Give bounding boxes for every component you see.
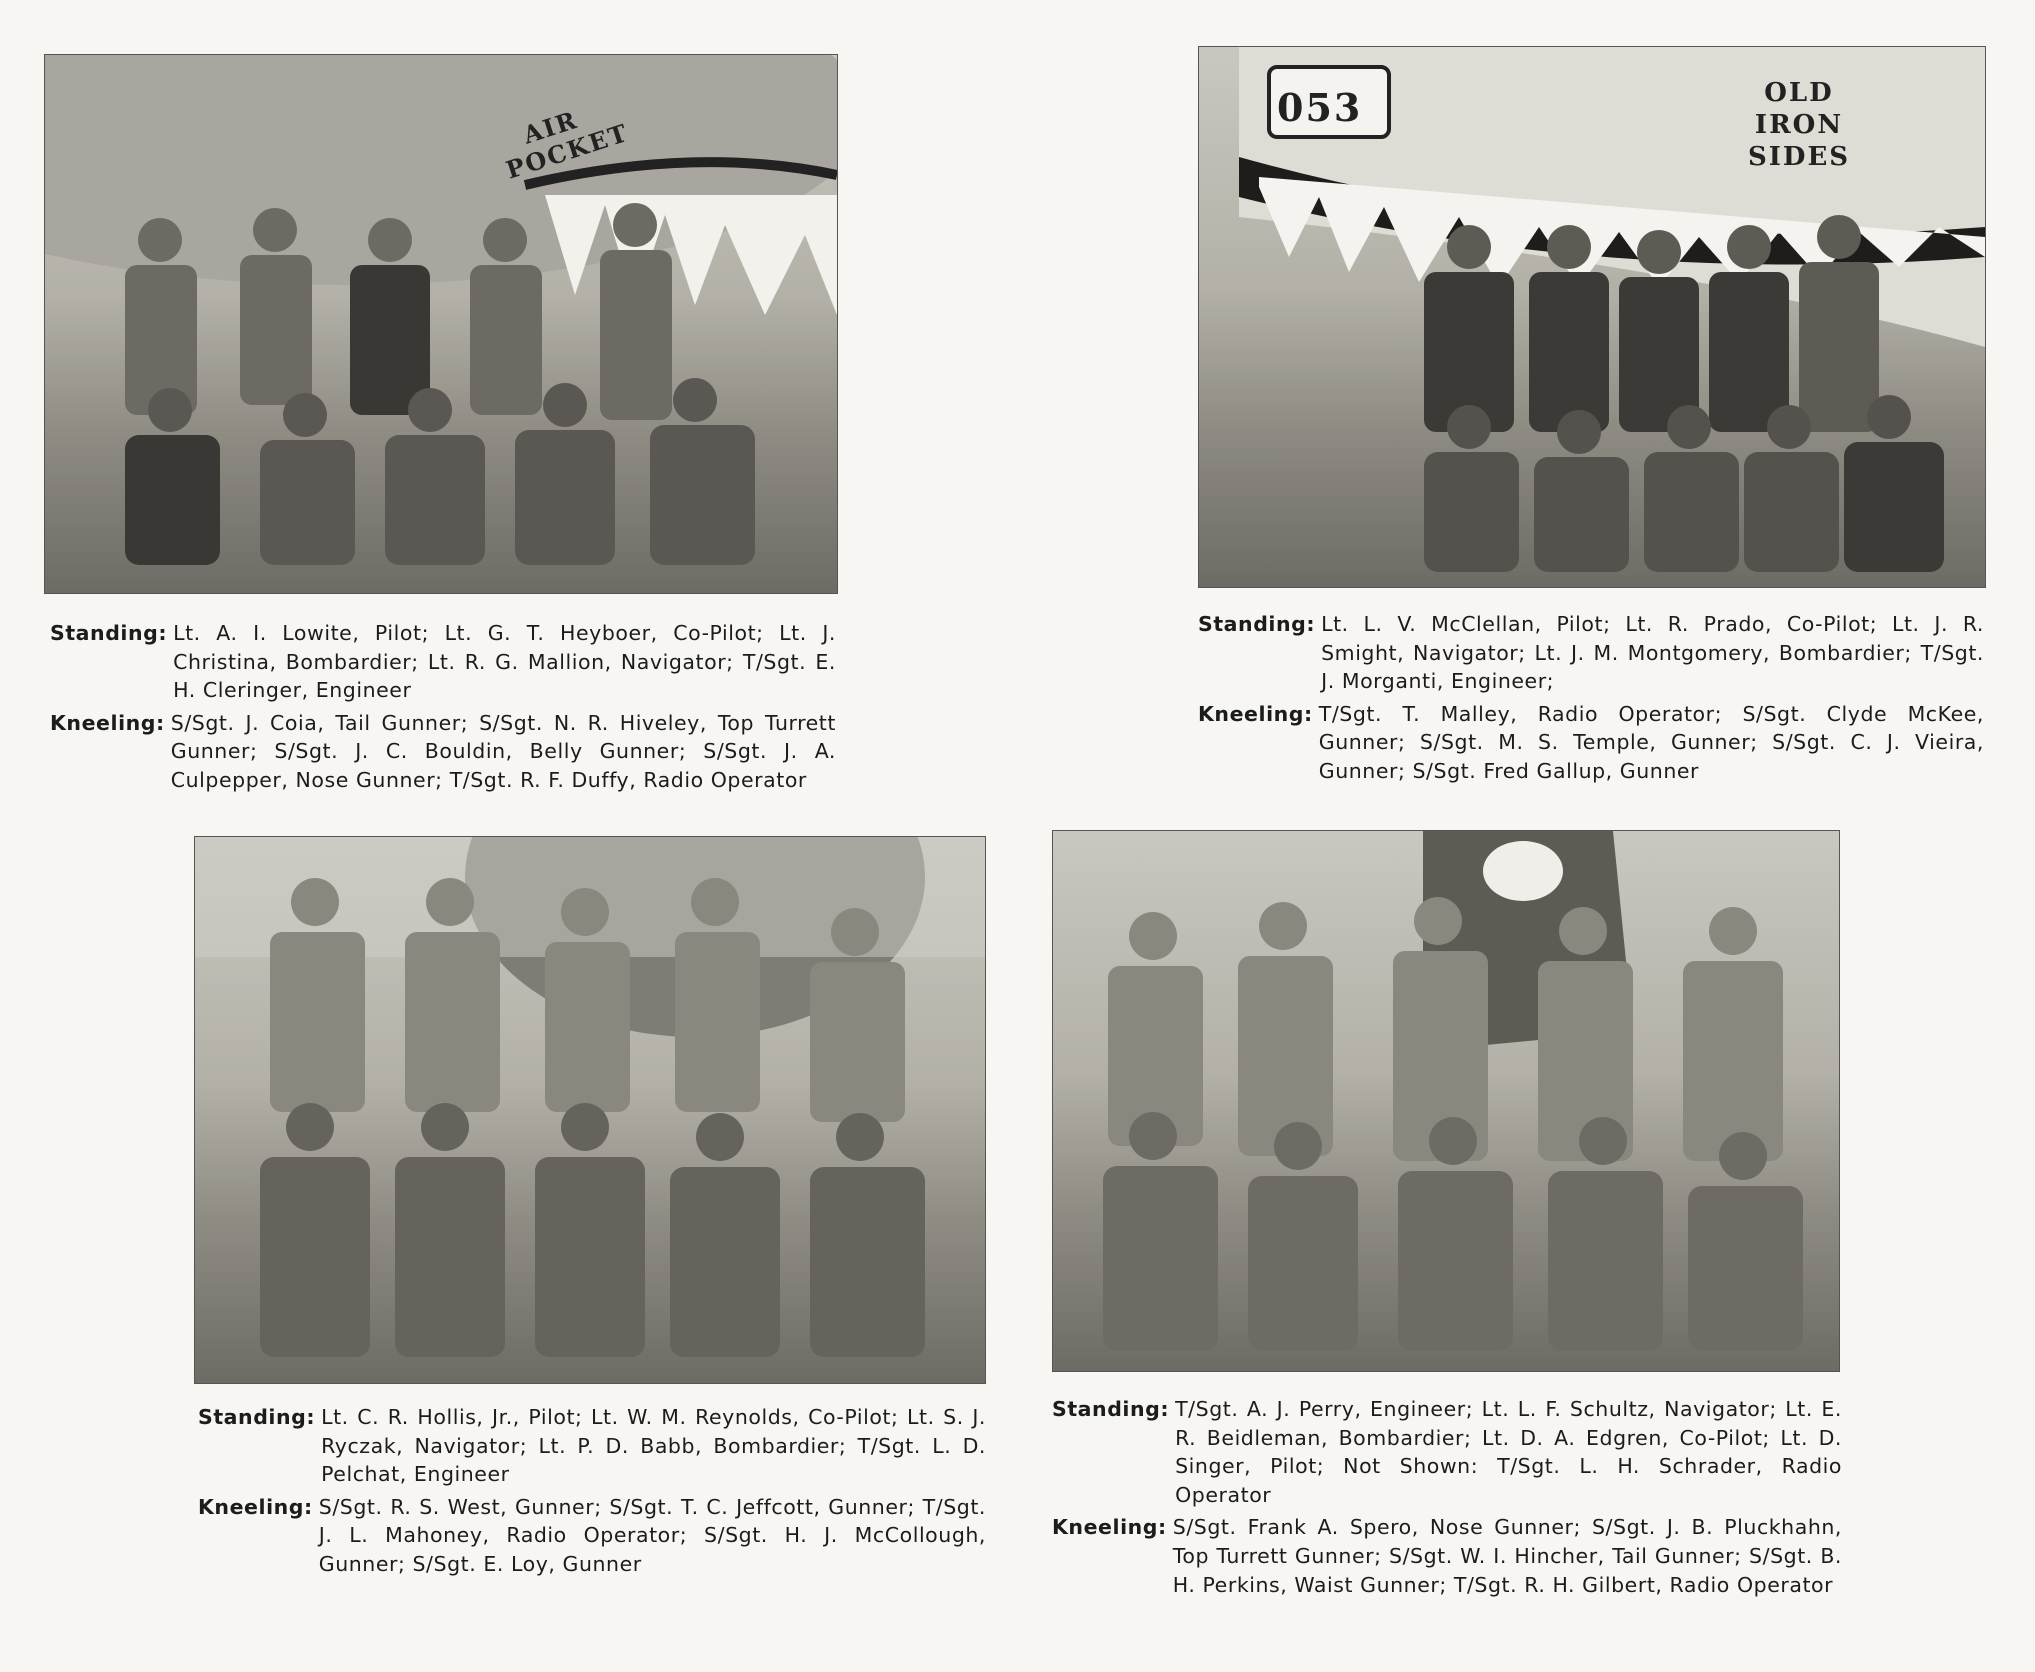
caption-kneeling-row xyxy=(1198,700,1984,786)
kneeling-label: Kneeling: xyxy=(1052,1515,1167,1540)
kneeling-names: S/Sgt. R. S. West, Gunner; S/Sgt. T. C. Jeffcott, Gunner; T/Sgt. J. L. Mahoney, Radio Operator; S/Sgt. H. J. McCollough, Gunner; S/Sgt. E. Loy, Gunner xyxy=(318,1494,986,1576)
standing-names: Lt. C. R. Hollis, Jr., Pilot; Lt. W. M. Reynolds, Co-Pilot; Lt. S. J. Ryczak, Navigator; Lt. P. D. Babb, Bombardier; T/Sgt. L. D. Pelchat, Engineer xyxy=(321,1405,986,1487)
caption-kneeling-row xyxy=(1052,1513,1842,1599)
tail-number: 053 xyxy=(1277,85,1363,130)
caption-singer xyxy=(1052,1395,1842,1603)
caption-standing-row xyxy=(50,619,836,705)
caption-standing-row xyxy=(1052,1395,1842,1509)
caption-old-iron-sides xyxy=(1198,610,1984,790)
nose-art-name: OLD IRON SIDES xyxy=(1747,78,1851,172)
standing-label: Standing: xyxy=(1198,612,1316,636)
caption-standing-row xyxy=(198,1403,986,1489)
caption-kneeling-row xyxy=(50,709,836,795)
standing-names: T/Sgt. A. J. Perry, Engineer; Lt. L. F. Schultz, Navigator; Lt. E. R. Beidleman, Bombardier; Lt. D. A. Edgren, Co-Pilot; Lt. D. Singer, Pilot; Not Shown: T/Sgt. L. H. Schrader, Radio Operator xyxy=(1175,1397,1842,1507)
crew-photo-singer xyxy=(1052,830,1840,1372)
caption-kneeling-row xyxy=(198,1493,986,1579)
kneeling-names: T/Sgt. T. Malley, Radio Operator; S/Sgt. Clyde McKee, Gunner; S/Sgt. M. S. Temple, Gunner; S/Sgt. C. J. Vieira, Gunner; S/Sgt. Fred Gallup, Gunner xyxy=(1318,701,1984,783)
crew-photo-air-pocket xyxy=(44,54,838,594)
crew-photo-old-iron-sides xyxy=(1198,46,1986,588)
crew-photo-hollis xyxy=(194,836,986,1384)
standing-label: Standing: xyxy=(50,621,168,645)
kneeling-label: Kneeling: xyxy=(198,1494,313,1519)
standing-names: Lt. A. I. Lowite, Pilot; Lt. G. T. Heyboer, Co-Pilot; Lt. J. Christina, Bombardier; Lt. R. G. Mallion, Navigator; T/Sgt. E. H. Cleringer, Engineer xyxy=(173,621,836,703)
caption-standing-row xyxy=(1198,610,1984,696)
standing-label: Standing: xyxy=(198,1405,316,1429)
standing-label: Standing: xyxy=(1052,1397,1170,1421)
kneeling-label: Kneeling: xyxy=(50,710,165,735)
standing-names: Lt. L. V. McClellan, Pilot; Lt. R. Prado, Co-Pilot; Lt. J. R. Smight, Navigator; Lt. J. M. Montgomery, Bombardier; T/Sgt. J. Morganti, Engineer; xyxy=(1321,612,1984,694)
crew-photo-illustration xyxy=(45,55,837,593)
caption-air-pocket xyxy=(50,619,836,799)
kneeling-label: Kneeling: xyxy=(1198,701,1313,726)
crew-photo-illustration xyxy=(1053,831,1839,1371)
crew-photo-illustration xyxy=(195,837,985,1383)
kneeling-names: S/Sgt. J. Coia, Tail Gunner; S/Sgt. N. R. Hiveley, Top Turrett Gunner; S/Sgt. J. C. Bouldin, Belly Gunner; S/Sgt. J. A. Culpepper, Nose Gunner; T/Sgt. R. F. Duffy, Radio Operator xyxy=(170,710,836,792)
nose-art-name: AIR POCKET xyxy=(502,104,633,185)
kneeling-names: S/Sgt. Frank A. Spero, Nose Gunner; S/Sgt. J. B. Pluckhahn, Top Turrett Gunner; S/Sgt. W. I. Hincher, Tail Gunner; S/Sgt. B. H. Perkins, Waist Gunner; T/Sgt. R. H. Gilbert, Radio Operator xyxy=(1172,1515,1842,1597)
caption-hollis xyxy=(198,1403,986,1583)
